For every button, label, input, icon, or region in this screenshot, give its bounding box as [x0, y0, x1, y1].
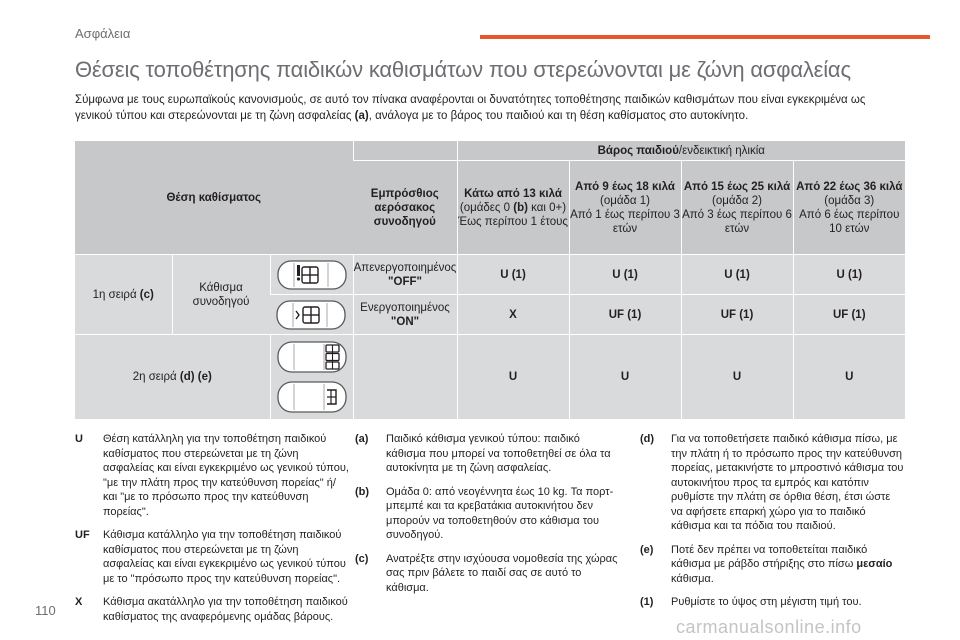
airbag-off-label: Απενεργοποιημένος	[353, 261, 457, 274]
group-age: Από 1 έως περίπου 3 ετών	[570, 208, 680, 235]
airbag-on-cell	[353, 295, 457, 335]
row-label-text: 1η σειρά	[92, 288, 140, 301]
group-title: Από 22 έως 36 κιλά	[796, 180, 903, 193]
note-key: U	[75, 433, 83, 445]
airbag-header: Εμπρόσθιος αερόσακος συνοδηγού	[353, 161, 457, 255]
weight-header	[457, 141, 905, 161]
note-text: Ομάδα 0: από νεογέννητα έως 10 kg. Τα πορτ-μπεμπέ και τα κρεβατάκια αυτοκινήτου δεν μπορούν να τοποθετηθούν στο κάθισμα του συνοδηγού.	[386, 485, 614, 541]
note-key: X	[75, 596, 83, 608]
row1-seat: Κάθισμα συνοδηγού	[172, 255, 270, 335]
group-line: (ομάδα 1)	[600, 194, 650, 207]
intro-ref: (a)	[354, 110, 369, 122]
group-line: (ομάδα 2)	[712, 194, 762, 207]
list-item	[75, 595, 350, 624]
list-item	[640, 543, 905, 587]
car-rear-row-icon	[276, 339, 348, 375]
table-cell: U	[569, 335, 681, 419]
table-cell: U (1)	[793, 255, 905, 295]
group-header-1	[569, 161, 681, 255]
car-airbag-off-cell	[270, 255, 353, 295]
table-cell: UF (1)	[569, 295, 681, 335]
footnotes-middle	[355, 432, 620, 604]
group-title: Κάτω από 13 κιλά	[464, 187, 562, 200]
weight-header-bold: Βάρος παιδιού	[597, 144, 679, 157]
group-line: (ομάδες 0	[459, 201, 514, 214]
note-text	[671, 543, 905, 587]
seat-position-header: Θέση καθίσματος	[75, 141, 353, 255]
list-item	[355, 485, 620, 543]
page-number: 110	[35, 603, 56, 618]
note-key: (c)	[355, 552, 369, 565]
group-title: Από 15 έως 25 κιλά	[683, 180, 791, 193]
car-front-passenger-airbag-on-icon	[275, 298, 347, 332]
car-rear-child-seat-icon	[276, 379, 348, 415]
note-text: Θέση κατάλληλη για την τοποθέτηση παιδικού καθίσματος που στερεώνεται με τη ζώνη ασφαλείας και είναι εγκεκριμένο ως γενικού τύπου, "με την πλάτη προς την κατεύθυνση πορείας" ή/και "με το πρόσωπο προς την κατεύθυνση πορείας".	[103, 433, 349, 518]
list-item	[75, 528, 350, 586]
group-title: Από 9 έως 18 κιλά	[575, 180, 675, 193]
row-label-ref: (d) (e)	[179, 370, 212, 383]
note-text-start: Ποτέ δεν πρέπει να τοποθετείται παιδικό κάθισμα με ράβδο στήριξης στο πίσω	[671, 543, 868, 570]
footnotes-right	[640, 432, 905, 619]
intro-paragraph	[75, 92, 905, 124]
airbag-off-state: "OFF"	[388, 275, 422, 288]
list-item	[75, 432, 350, 519]
group-header-0	[457, 161, 569, 255]
child-seat-table	[75, 140, 905, 419]
table-cell: X	[457, 295, 569, 335]
note-key: (b)	[355, 485, 370, 498]
group-line-end: και 0+)	[527, 201, 567, 214]
table-cell: UF (1)	[681, 295, 793, 335]
intro-text: Σύμφωνα με τους ευρωπαϊκούς κανονισμούς, σε αυτό τον πίνακα αναφέρονται οι δυνατότητες τοποθέτησης παιδικών καθισμάτων που είναι εγκεκριμένα ως γενικού τύπου και στερεώνονται με τη ζώνη ασφαλείας	[75, 94, 866, 122]
note-key: (1)	[640, 596, 654, 608]
table-cell: U	[681, 335, 793, 419]
section-label: Ασφάλεια	[75, 26, 131, 41]
watermark: carmanualsonline.info	[676, 617, 862, 637]
note-text: Παιδικό κάθισμα γενικού τύπου: παιδικό κάθισμα που μπορεί να τοποθετηθεί σε όλα τα αυτοκίνητα με τη ζώνη ασφαλείας.	[386, 433, 611, 474]
note-text-end: κάθισμα.	[671, 572, 714, 585]
table-cell: U	[793, 335, 905, 419]
airbag-on-state: "ON"	[390, 315, 420, 328]
group-age: Από 3 έως περίπου 6 ετών	[682, 208, 792, 235]
list-item	[355, 432, 620, 476]
note-text: Ανατρέξτε στην ισχύουσα νομοθεσία της χώρας σας πριν βάλετε το παιδί σας σε αυτό το κάθισμα.	[386, 552, 618, 594]
car-airbag-on-cell	[270, 295, 353, 335]
table-cell: UF (1)	[793, 295, 905, 335]
group-header-2	[681, 161, 793, 255]
note-text: Για να τοποθετήσετε παιδικό κάθισμα πίσω, με την πλάτη ή το πρόσωπο προς την κατεύθυνση πορείας, μετακινήστε το μπροστινό κάθισμα του αυτοκινήτου προς τα εμπρός και κατόπιν ρυθμίστε την πλάτη σε όρθια θέση, έτσι ώστε να αφήσετε επαρκή χώρο για το παιδικό κάθισμα και τα πόδια του παιδιού.	[671, 433, 904, 532]
note-text: Ρυθμίστε το ύψος στη μέγιστη τιμή του.	[671, 596, 862, 608]
weight-header-rest: /ενδεικτική ηλικία	[678, 144, 765, 157]
group-line: (ομάδα 3)	[824, 194, 875, 207]
row-label-text: 2η σειρά	[132, 370, 180, 383]
group-ref: (b)	[513, 201, 528, 214]
note-text-bold: μεσαίο	[856, 558, 893, 570]
list-item	[640, 432, 905, 534]
note-text: Κάθισμα ακατάλληλο για την τοποθέτηση παιδικού καθίσματος της αναφερόμενης ομάδας βάρους.	[103, 596, 348, 623]
page-title: Θέσεις τοποθέτησης παιδικών καθισμάτων που στερεώνονται με ζώνη ασφαλείας	[75, 57, 851, 82]
intro-text-end: , ανάλογα με το βάρος του παιδιού και τη θέση καθίσματος στο αυτοκίνητο.	[368, 110, 749, 122]
group-age: Έως περίπου 1 έτους	[458, 215, 568, 228]
note-key: UF	[75, 529, 90, 541]
note-key: (d)	[640, 433, 655, 445]
car-front-passenger-airbag-off-icon	[276, 258, 348, 292]
group-header-3	[793, 161, 905, 255]
note-text: Κάθισμα κατάλληλο για την τοποθέτηση παιδικού καθίσματος που στερεώνεται με τη ζώνη ασφαλείας και είναι εγκεκριμένο ως γενικού τύπου με το "πρόσωπο προς την κατεύθυνση πορείας".	[103, 529, 346, 585]
note-key: (a)	[355, 433, 369, 445]
row-label-ref: (c)	[139, 288, 154, 301]
table-cell: U (1)	[457, 255, 569, 295]
table-cell: U (1)	[569, 255, 681, 295]
row1-label	[75, 255, 172, 335]
table-cell: U (1)	[681, 255, 793, 295]
list-item	[355, 552, 620, 596]
list-item	[640, 595, 905, 610]
airbag-on-label: Ενεργοποιημένος	[360, 301, 450, 314]
section-accent-bar	[480, 35, 930, 39]
row2-label	[75, 335, 270, 419]
airbag-off-cell	[353, 255, 457, 295]
group-age: Από 6 έως περίπου 10 ετών	[799, 208, 900, 235]
legend-notes	[75, 432, 350, 633]
table-cell: U	[457, 335, 569, 419]
car-rear-cell	[270, 335, 353, 419]
note-key: (e)	[640, 543, 654, 556]
